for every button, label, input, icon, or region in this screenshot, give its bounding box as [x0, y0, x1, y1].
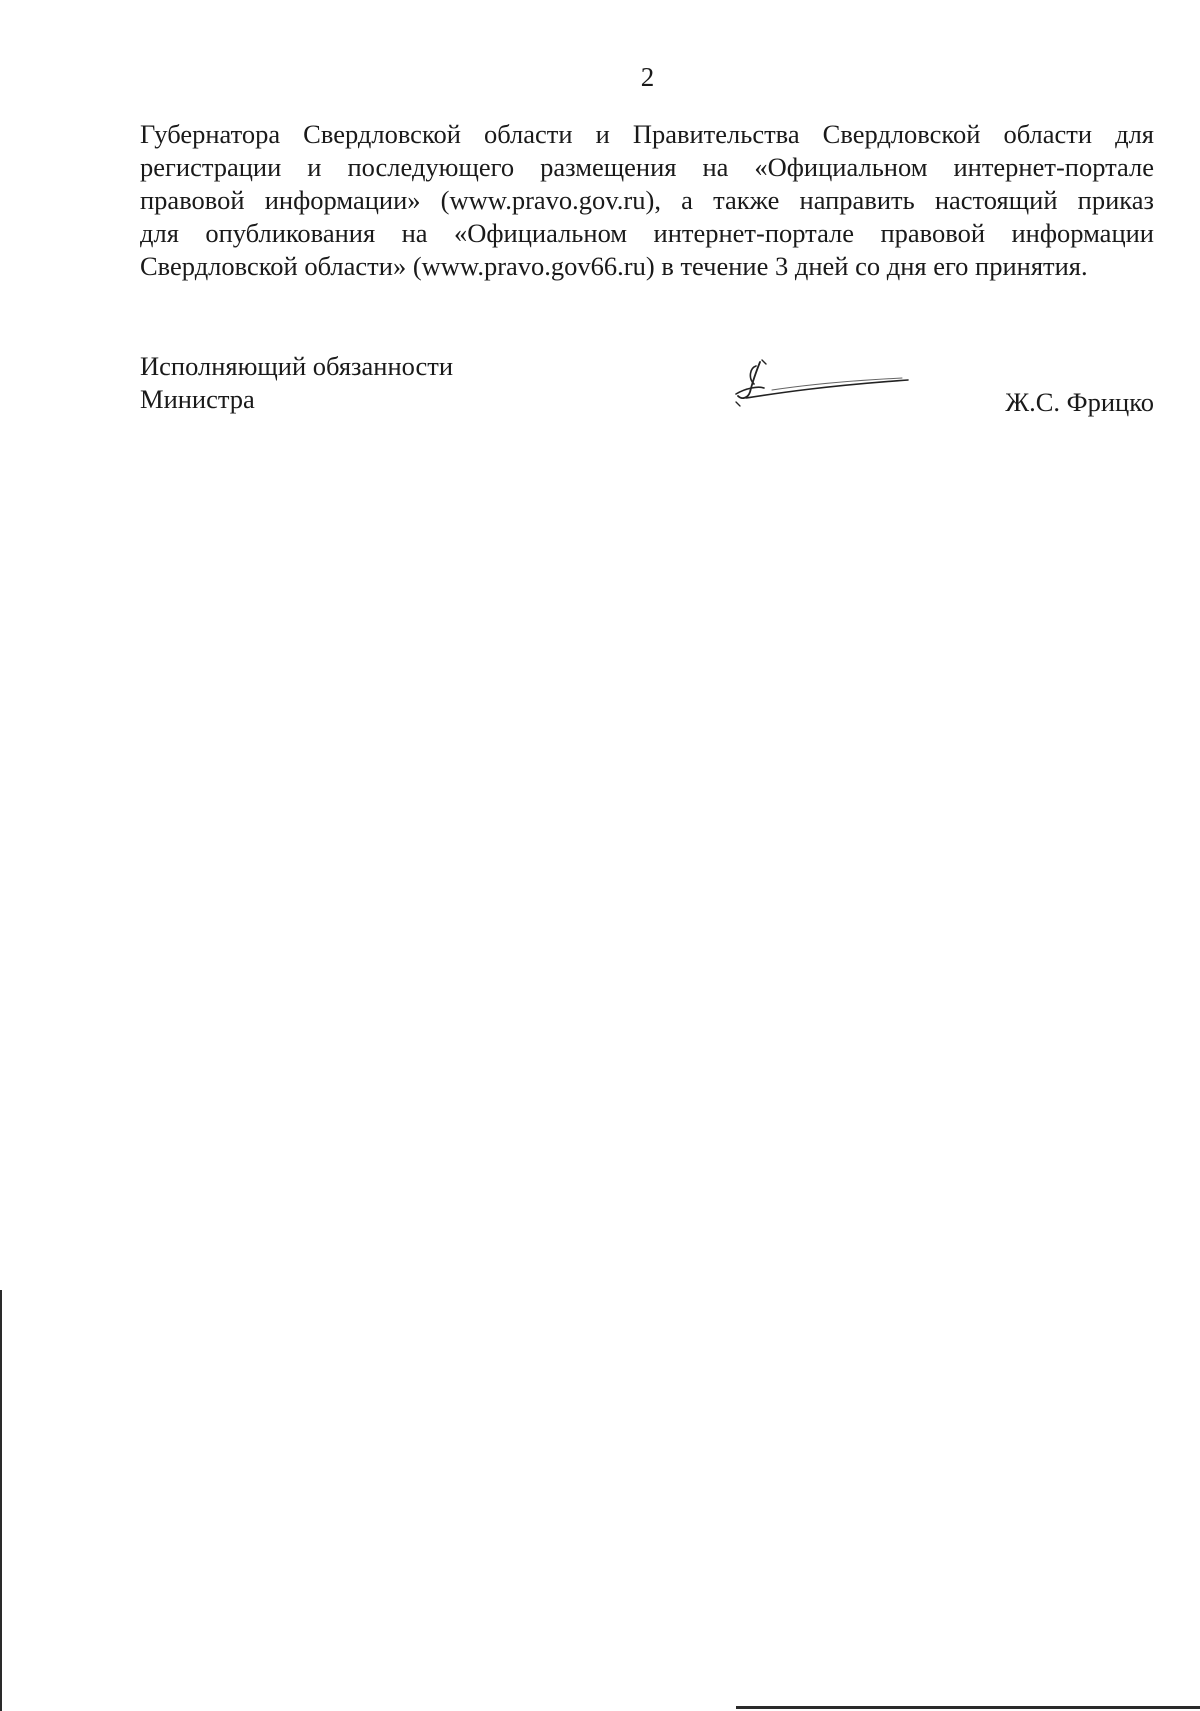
scan-border-left [0, 1290, 2, 1711]
scan-border-bottom [736, 1706, 1200, 1709]
signatory-position-line: Министра [140, 384, 255, 414]
page-number: 2 [640, 62, 655, 92]
signatory-name: Ж.С. Фрицко [1005, 387, 1154, 417]
signatory-position [140, 350, 453, 416]
body-paragraph [140, 118, 1154, 283]
body-line: регистрации и последующего размещения на «Официальном интернет-портале [140, 152, 1154, 182]
body-line: Губернатора Свердловской области и Правительства Свердловской области для [140, 119, 1154, 149]
handwritten-signature [732, 358, 910, 414]
signatory-position-line: Исполняющий обязанности [140, 351, 454, 381]
body-line: для опубликования на «Официальном интернет-портале правовой информации [140, 218, 1154, 248]
body-line: правовой информации» (www.pravo.gov.ru), а также направить настоящий приказ [140, 185, 1154, 215]
body-line: Свердловской области» (www.pravo.gov66.ru) в течение 3 дней со дня его принятия. [140, 251, 1088, 281]
